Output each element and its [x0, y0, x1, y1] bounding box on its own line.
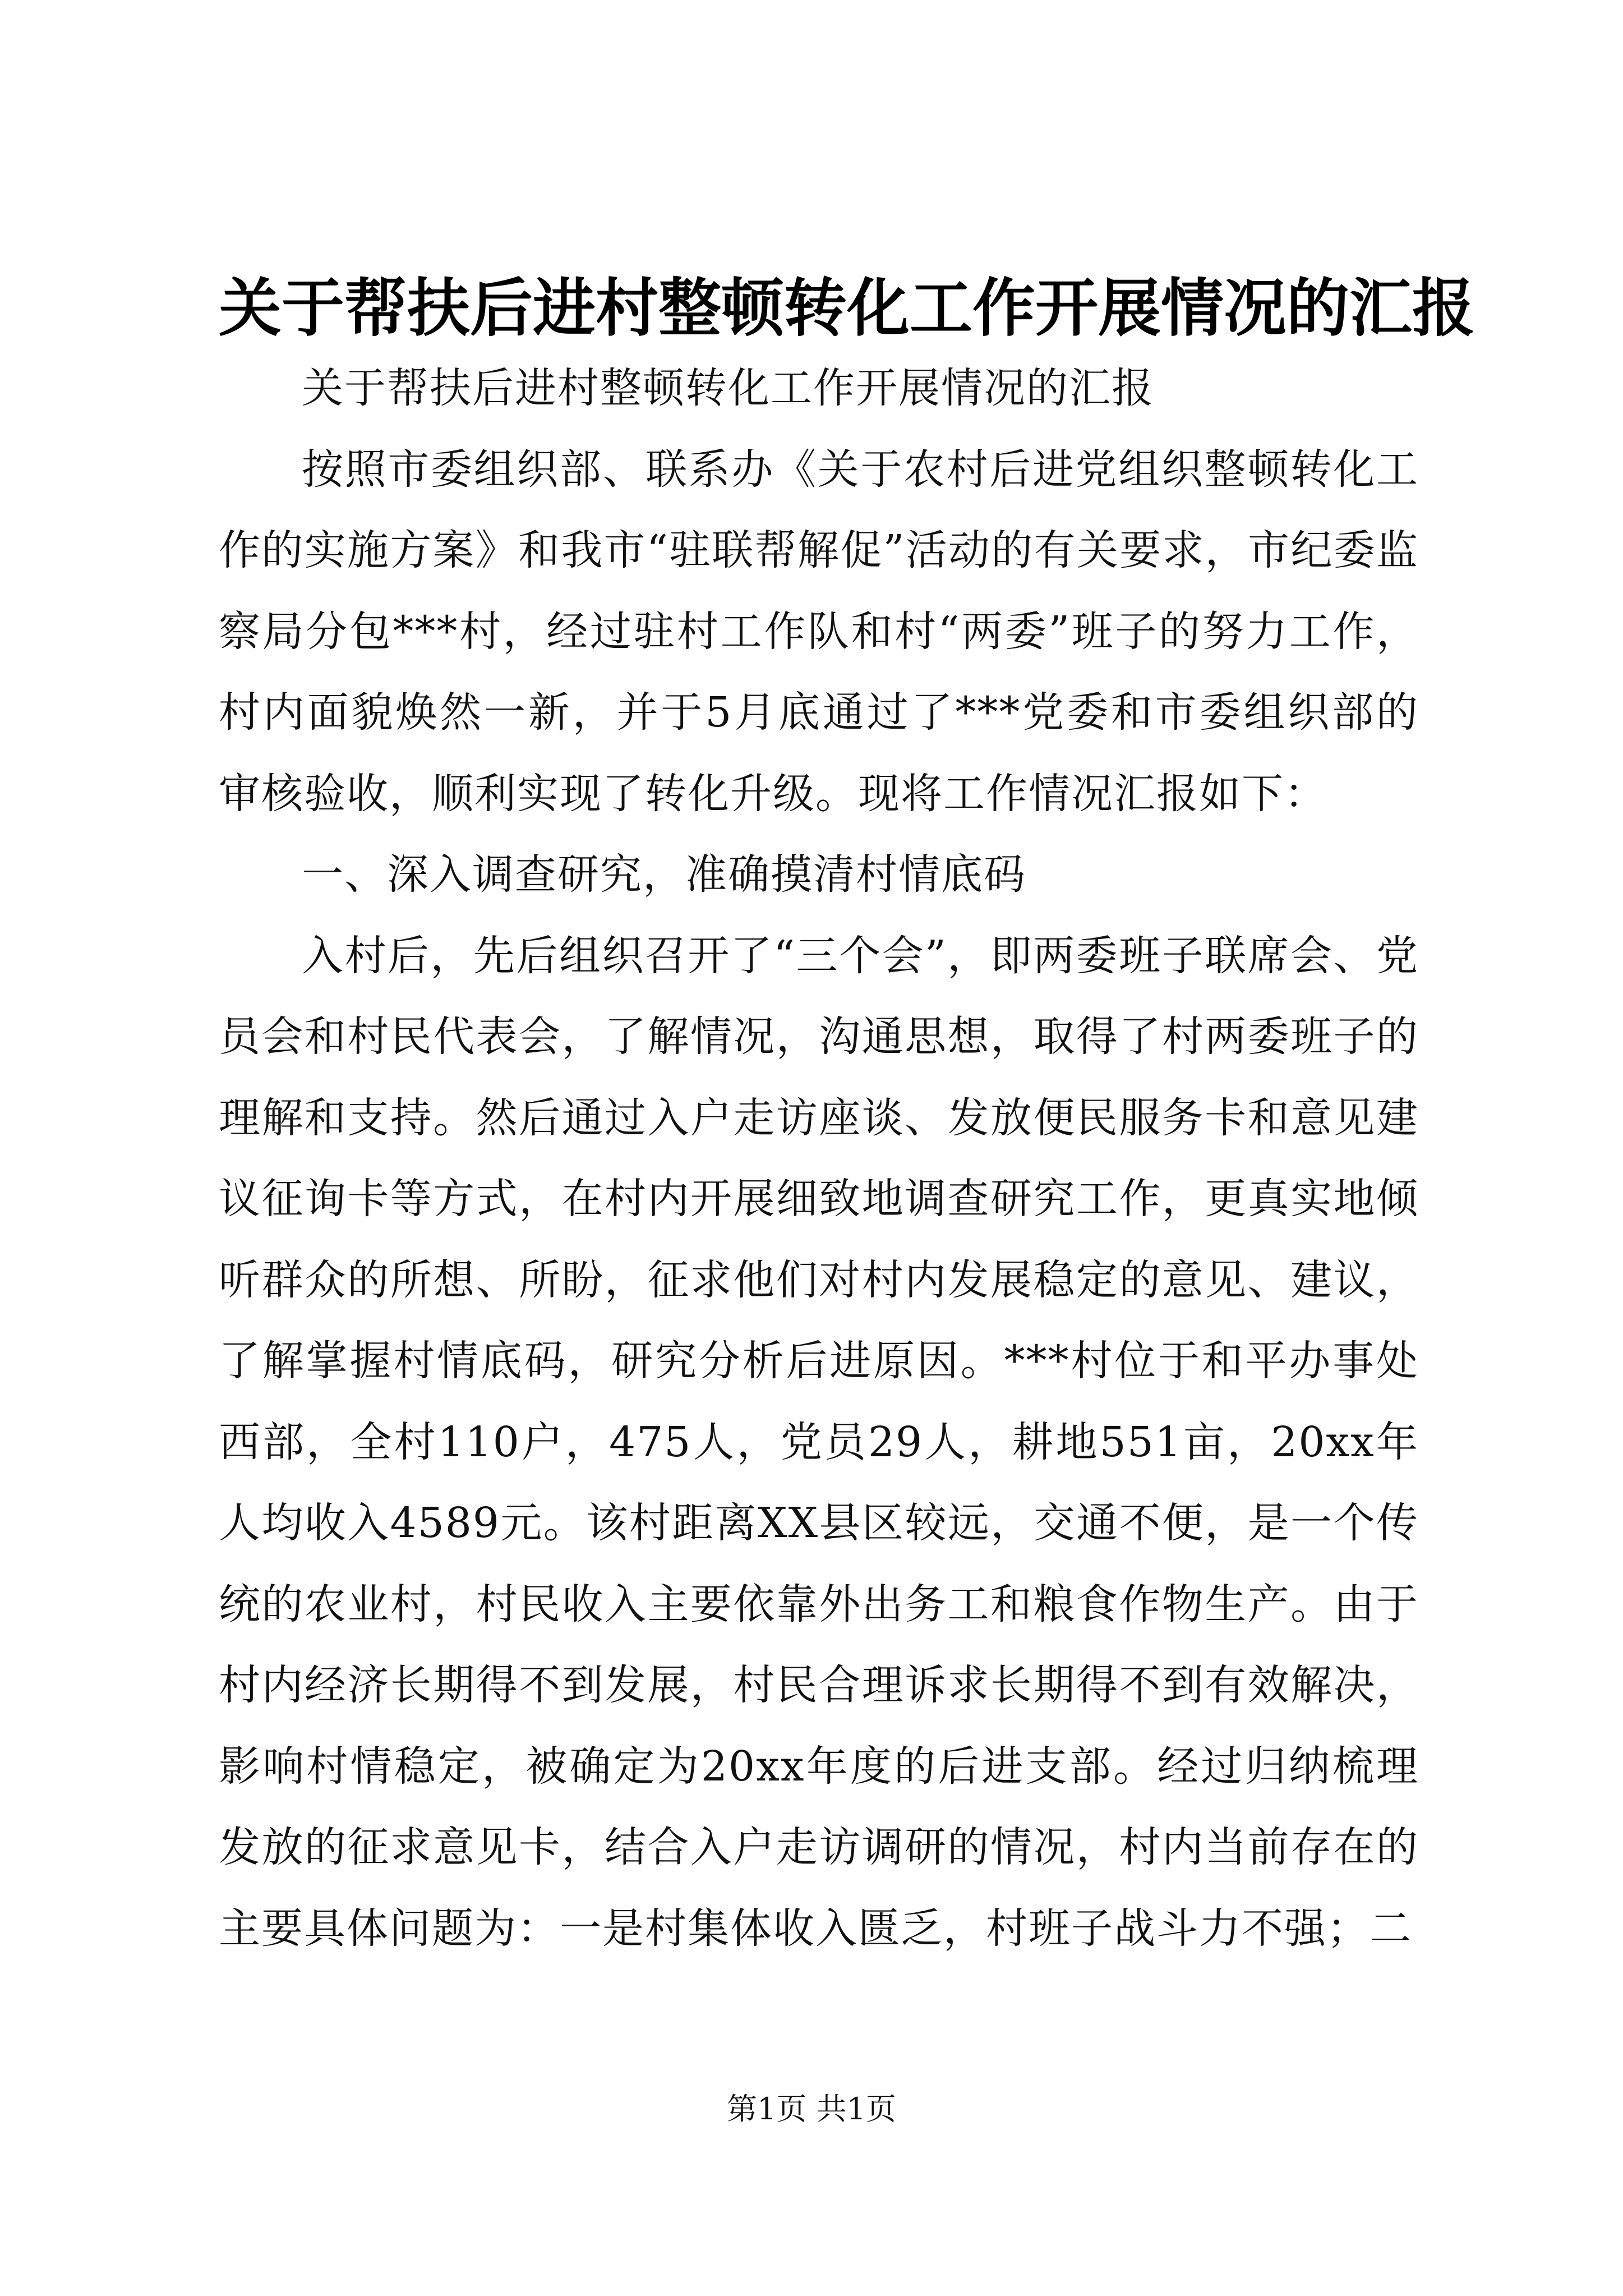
paragraph-intro: 按照市委组织部、联系办《关于农村后进党组织整顿转化工作的实施方案》和我市“驻联帮解促”活动的有关要求，市纪委监察局分包***村，经过驻村工作队和村“两委”班子的努力工作，村内面貌焕然一新，并于5月底通过了***党委和市委组织部的审核验收，顺利实现了转化升级。现将工作情况汇报如下：	[219, 445, 1419, 818]
document-title: 关于帮扶后进村整顿转化工作开展情况的汇报	[219, 272, 1475, 345]
document-subtitle: 关于帮扶后进村整顿转化工作开展情况的汇报	[302, 364, 1154, 412]
section-heading-1: 一、深入调查研究，准确摸清村情底码	[302, 850, 1026, 899]
page-footer: 第1页 共1页	[727, 2091, 896, 2127]
paragraph-investigation: 入村后，先后组织召开了“三个会”，即两委班子联席会、党员会和村民代表会，了解情况，沟通思想，取得了村两委班子的理解和支持。然后通过入户走访座谈、发放便民服务卡和意见建议征询卡等方式，在村内开展细致地调查研究工作，更真实地倾听群众的所想、所盼，征求他们对村内发展稳定的意见、建议，了解掌握村情底码，研究分析后进原因。***村位于和平办事处西部，全村110户，475人，党员29人，耕地551亩，20xx年人均收入4589元。该村距离XX县区较远，交通不便，是一个传统的农业村，村民收入主要依靠外出务工和粮食作物生产。由于村内经济长期得不到发展，村民合理诉求长期得不到有效解决，影响村情稳定，被确定为20xx年度的后进支部。经过归纳梳理发放的征求意见卡，结合入户走访调研的情况，村内当前存在的主要具体问题为：一是村集体收入匮乏，村班子战斗力不强；二	[219, 931, 1419, 1953]
document-body	[219, 348, 1419, 1969]
